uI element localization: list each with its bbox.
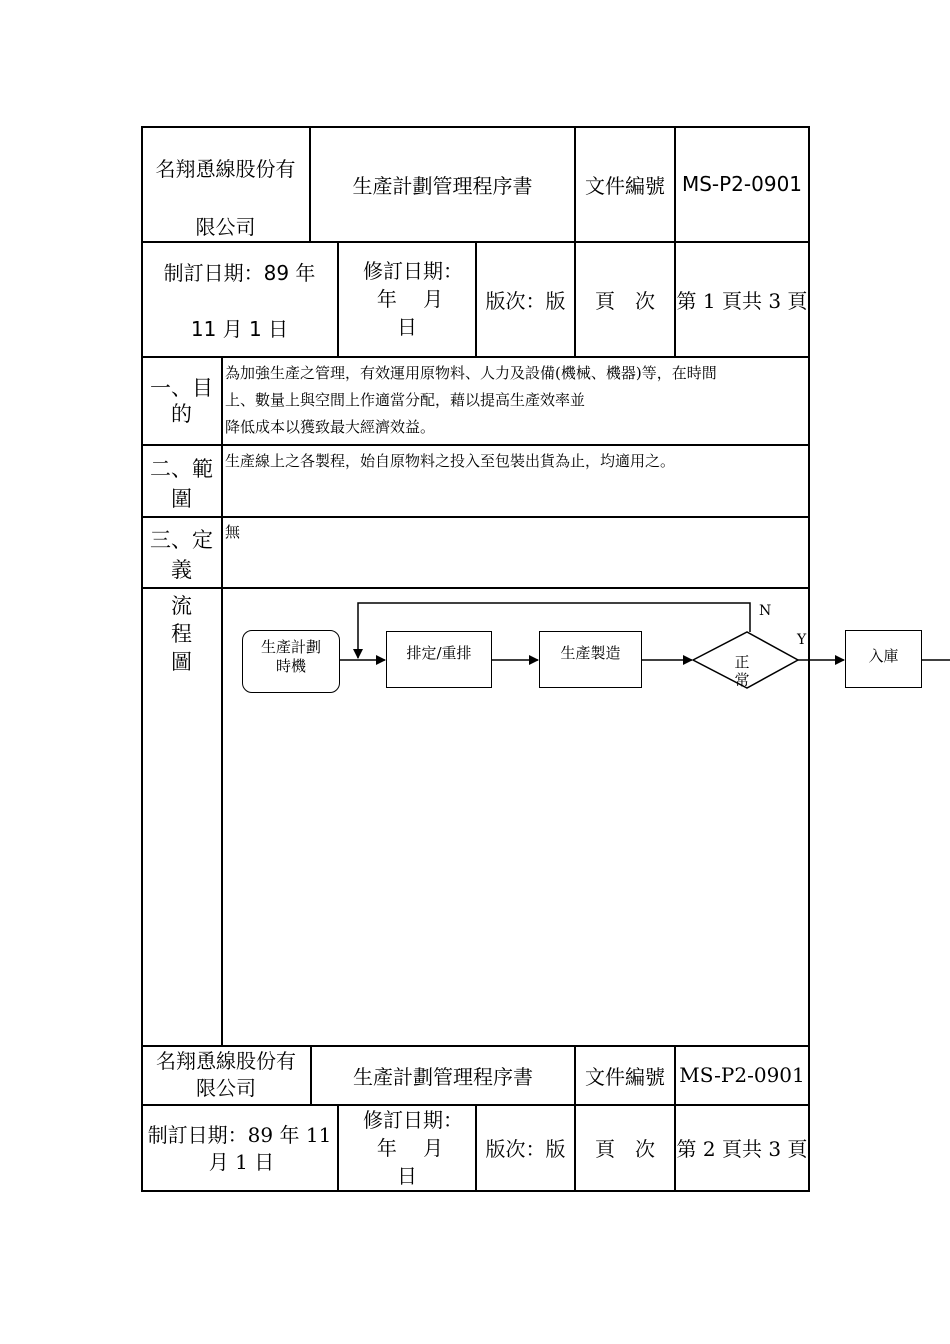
page-label: 頁 次 xyxy=(595,288,655,313)
company-name-2: 名翔恿線股份有 限公司 xyxy=(156,1049,296,1100)
page-label-2: 頁 次 xyxy=(595,1137,655,1161)
version-2: 版次：版 xyxy=(485,1137,566,1161)
doc-number-label-2: 文件編號 xyxy=(585,1064,665,1089)
yes-label: Y xyxy=(797,632,807,648)
revise-date: 修訂日期： 年 月 日 xyxy=(363,259,463,339)
revise-date-2: 修訂日期： 年 月 日 xyxy=(363,1108,463,1188)
definition-label: 三、定 義 xyxy=(150,528,213,582)
document-title-2: 生產計劃管理程序書 xyxy=(353,1064,533,1089)
company-name: 名翔恿線股份有 限公司 xyxy=(155,157,296,239)
start-node: 生產計劃 時機 xyxy=(242,630,340,693)
produce-node: 生產製造 xyxy=(539,631,642,688)
no-label: N xyxy=(759,603,772,619)
definition-text: 無 xyxy=(225,523,241,541)
schedule-node: 排定/重排 xyxy=(386,631,492,688)
scope-label: 二、範 圍 xyxy=(150,457,213,511)
flow-label: 流 程 圖 xyxy=(171,594,192,674)
made-date: 制訂日期：89 年 11 月 1 日 xyxy=(163,261,316,341)
scope-text: 生產線上之各製程，始自原物料之投入至包裝出貨為止，均適用之。 xyxy=(225,452,676,470)
document-title: 生產計劃管理程序書 xyxy=(352,173,533,198)
purpose-label: 一、目 的 xyxy=(150,376,213,426)
page-info-2: 第 2 頁共 3 頁 xyxy=(676,1137,808,1161)
made-date-2: 制訂日期：89 年 11 月 1 日 xyxy=(147,1123,332,1174)
doc-number: MS-P2-0901 xyxy=(681,172,803,196)
doc-number-label: 文件編號 xyxy=(585,173,665,198)
purpose-text: 為加強生產之管理，有效運用原物料、人力及設備(機械、機器)等，在時間 上、數量上與空間上作適當分配，藉以提高生產效率並 降低成本以獲致最大經濟效益。 xyxy=(225,364,717,436)
version: 版次：版 xyxy=(485,288,566,313)
page-info: 第 1 頁共 3 頁 xyxy=(676,288,808,313)
doc-number-2: MS-P2-0901 xyxy=(679,1063,805,1087)
store-node: 入庫 xyxy=(845,630,922,688)
decision-label: 正 常 xyxy=(734,653,750,689)
